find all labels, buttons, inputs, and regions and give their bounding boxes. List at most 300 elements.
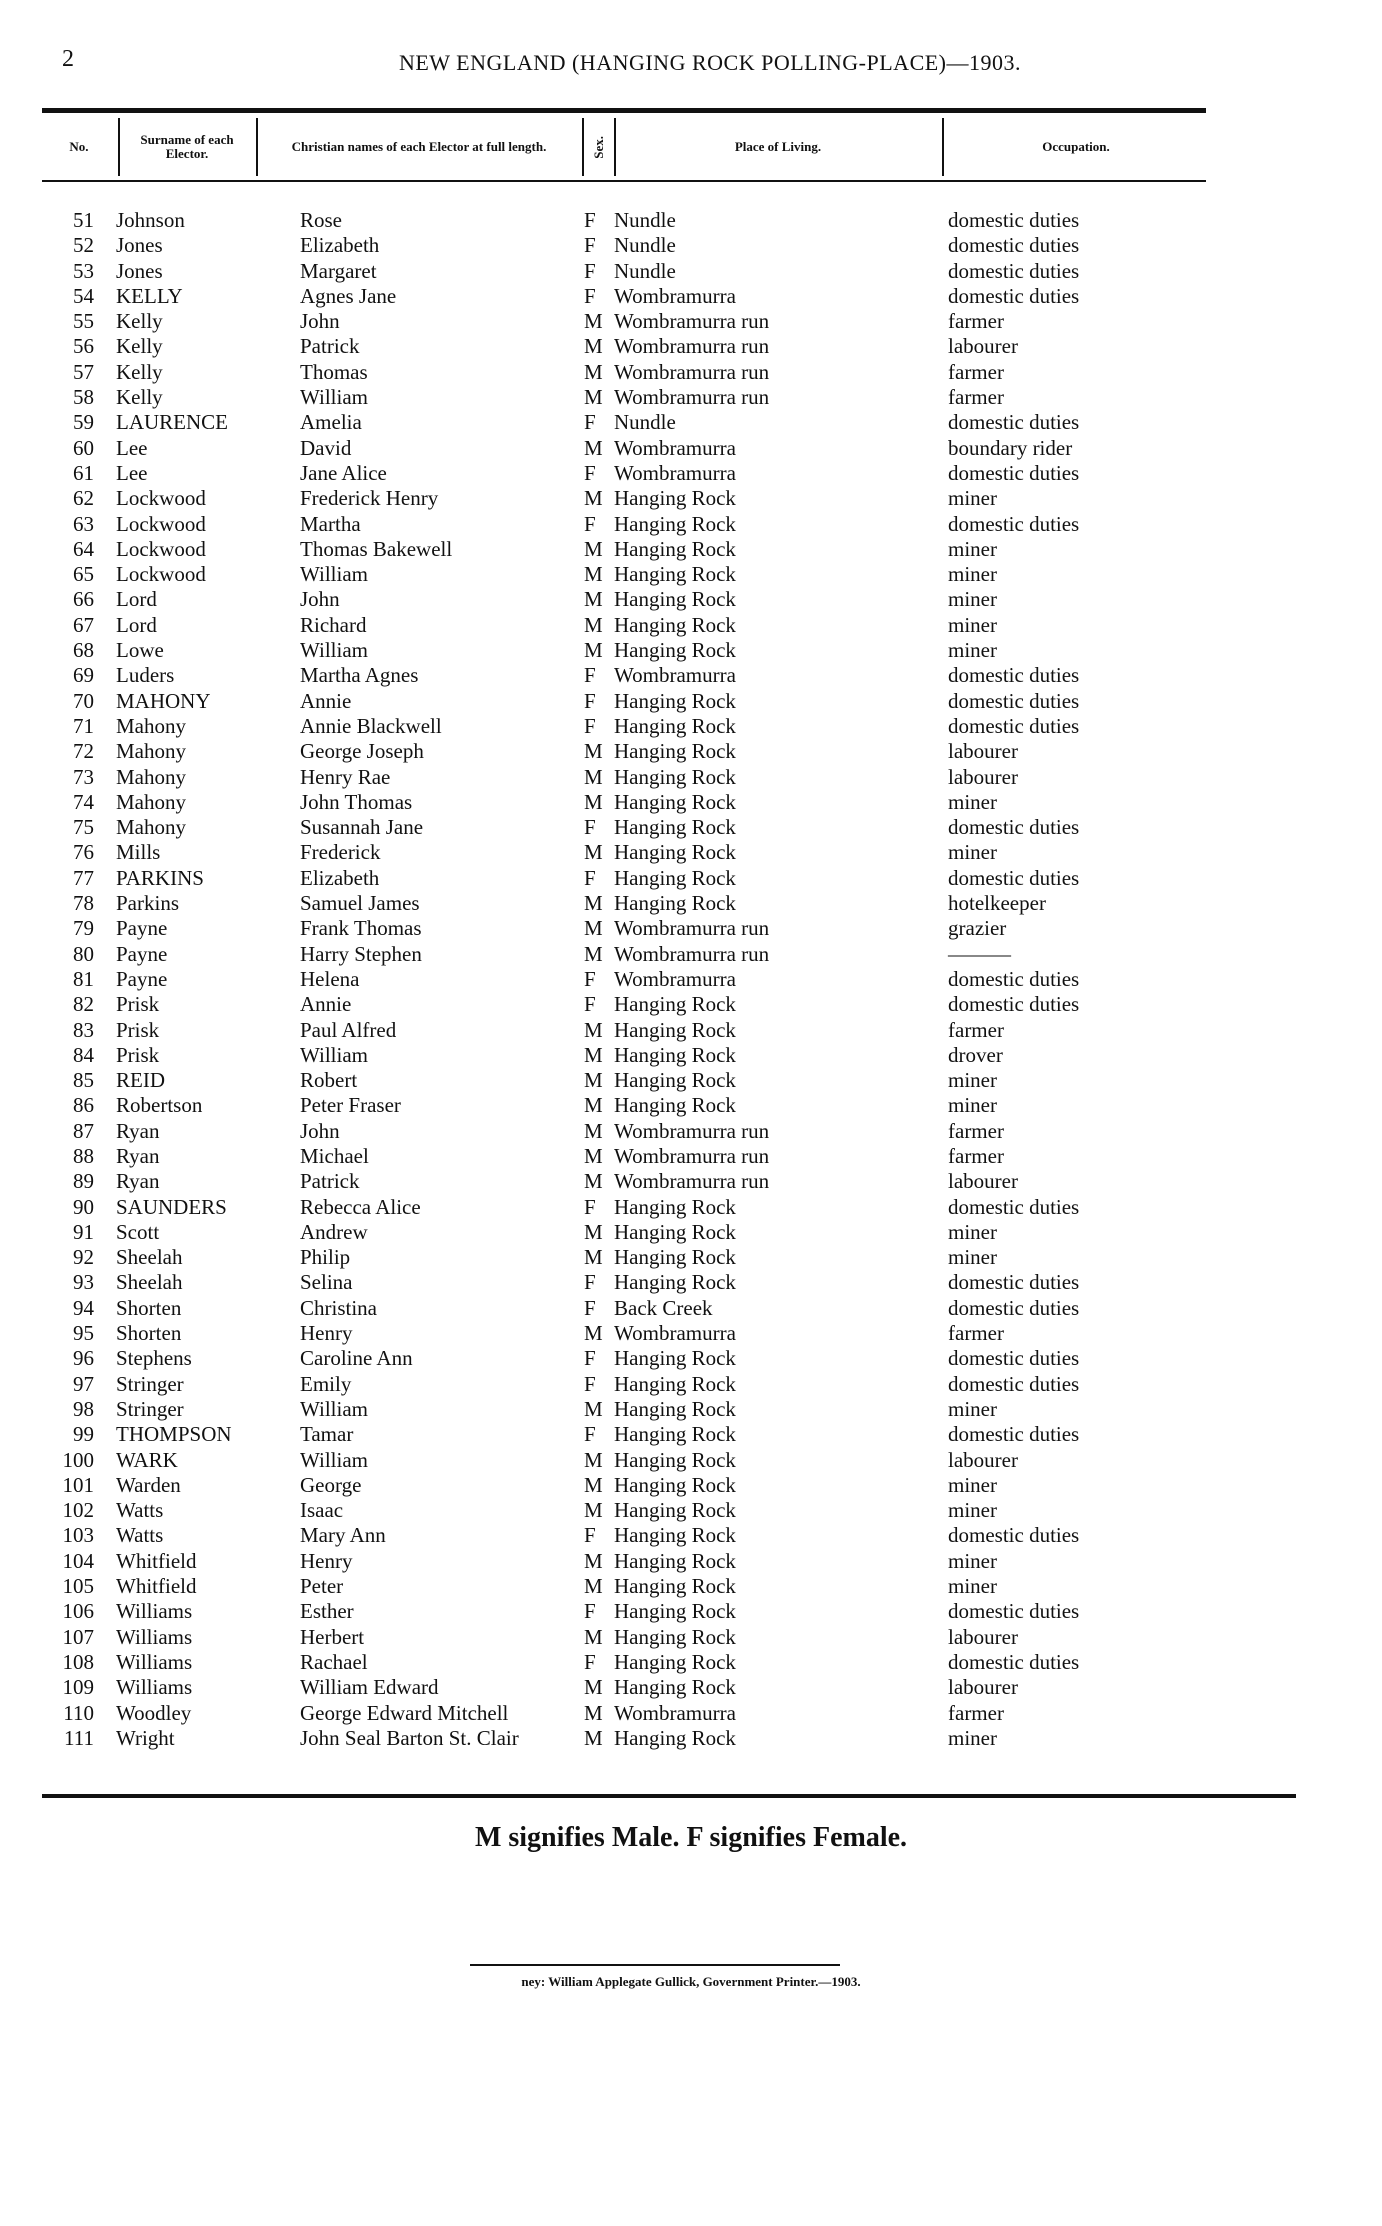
elector-christian-names: Herbert — [300, 1624, 365, 1649]
elector-christian-names: Philip — [300, 1245, 351, 1270]
elector-sex: M — [584, 916, 603, 941]
elector-place-of-living: Wombramurra run — [614, 1169, 770, 1194]
elector-number: 52 — [73, 233, 94, 258]
elector-occupation: farmer — [948, 1017, 1004, 1042]
elector-number: 95 — [73, 1321, 94, 1346]
elector-row — [42, 1523, 1206, 1548]
elector-row — [42, 410, 1206, 435]
elector-place-of-living: Hanging Rock — [614, 789, 736, 814]
elector-christian-names: William — [300, 385, 368, 410]
elector-row — [42, 1018, 1206, 1043]
elector-occupation: hotelkeeper — [948, 891, 1046, 916]
elector-christian-names: Christina — [300, 1295, 377, 1320]
elector-christian-names: Michael — [300, 1143, 369, 1168]
elector-row — [42, 259, 1206, 284]
elector-occupation: miner — [948, 1396, 997, 1421]
elector-surname: Wright — [116, 1725, 175, 1750]
elector-place-of-living: Hanging Rock — [614, 739, 736, 764]
elector-occupation: miner — [948, 840, 997, 865]
elector-sex: F — [584, 283, 596, 308]
elector-surname: Stringer — [116, 1396, 184, 1421]
elector-number: 68 — [73, 638, 94, 663]
elector-place-of-living: Nundle — [614, 208, 676, 232]
elector-place-of-living: Hanging Rock — [614, 1675, 736, 1700]
elector-sex: F — [584, 815, 596, 840]
elector-row — [42, 866, 1206, 891]
elector-occupation: domestic duties — [948, 713, 1080, 738]
elector-row — [42, 1498, 1206, 1523]
elector-christian-names: Peter Fraser — [300, 1093, 401, 1118]
elector-row — [42, 1650, 1206, 1675]
elector-number: 82 — [73, 992, 94, 1017]
elector-christian-names: William — [300, 1447, 368, 1472]
elector-christian-names: Margaret — [300, 258, 377, 283]
elector-row — [42, 537, 1206, 562]
elector-row — [42, 1549, 1206, 1574]
elector-number: 88 — [73, 1143, 94, 1168]
elector-number: 108 — [62, 1649, 94, 1674]
printer-rule — [470, 1964, 840, 1966]
elector-sex: F — [584, 966, 596, 991]
elector-row — [42, 1043, 1206, 1068]
elector-sex: M — [584, 1498, 603, 1523]
elector-occupation: miner — [948, 1498, 997, 1523]
elector-place-of-living: Hanging Rock — [614, 713, 736, 738]
elector-christian-names: Rebecca Alice — [300, 1194, 421, 1219]
elector-place-of-living: Wombramurra run — [614, 1118, 770, 1143]
elector-surname: Warden — [116, 1472, 181, 1497]
elector-sex: M — [584, 334, 603, 359]
elector-surname: Mills — [116, 840, 161, 865]
elector-row — [42, 1726, 1206, 1751]
elector-row — [42, 1599, 1206, 1624]
elector-sex: F — [584, 1270, 596, 1295]
elector-christian-names: Annie — [300, 992, 352, 1017]
elector-christian-names: Harry Stephen — [300, 941, 422, 966]
elector-occupation: miner — [948, 562, 997, 587]
elector-place-of-living: Wombramurra run — [614, 309, 770, 334]
elector-surname: Williams — [116, 1599, 193, 1624]
elector-surname: Payne — [116, 916, 168, 941]
elector-sex: M — [584, 764, 603, 789]
elector-place-of-living: Wombramurra run — [614, 359, 770, 384]
elector-number: 51 — [73, 208, 94, 232]
elector-row — [42, 1346, 1206, 1371]
column-header-surname: Surname of each Elector. — [140, 132, 234, 161]
elector-christian-names: John Seal Barton St. Clair — [300, 1725, 519, 1750]
elector-row — [42, 891, 1206, 916]
elector-christian-names: Samuel James — [300, 891, 420, 916]
elector-row — [42, 840, 1206, 865]
elector-occupation: miner — [948, 1245, 997, 1270]
elector-surname: Williams — [116, 1624, 193, 1649]
elector-row — [42, 942, 1206, 967]
elector-occupation: domestic duties — [948, 1371, 1080, 1396]
elector-christian-names: Patrick — [300, 1169, 360, 1194]
elector-sex: M — [584, 1725, 603, 1750]
column-header-sex: Sex. — [591, 135, 606, 159]
elector-place-of-living: Hanging Rock — [614, 1346, 736, 1371]
elector-sex: F — [584, 713, 596, 738]
elector-surname: Lockwood — [116, 562, 206, 587]
elector-number: 93 — [73, 1270, 94, 1295]
elector-occupation: miner — [948, 486, 997, 511]
elector-place-of-living: Hanging Rock — [614, 1194, 736, 1219]
elector-sex: M — [584, 1042, 603, 1067]
elector-christian-names: George Joseph — [300, 739, 424, 764]
elector-occupation: labourer — [948, 1624, 1018, 1649]
elector-sex: F — [584, 1194, 596, 1219]
elector-number: 78 — [73, 891, 94, 916]
elector-occupation: domestic duties — [948, 992, 1080, 1017]
elector-christian-names: Patrick — [300, 334, 360, 359]
elector-place-of-living: Hanging Rock — [614, 1472, 736, 1497]
elector-number: 103 — [62, 1523, 94, 1548]
elector-occupation: miner — [948, 1472, 997, 1497]
elector-place-of-living: Hanging Rock — [614, 536, 736, 561]
elector-surname: SAUNDERS — [116, 1194, 227, 1219]
elector-place-of-living: Wombramurra — [614, 663, 736, 688]
elector-surname: Lee — [116, 460, 148, 485]
elector-christian-names: William — [300, 562, 368, 587]
elector-christian-names: Susannah Jane — [300, 815, 424, 840]
elector-sex: M — [584, 1624, 603, 1649]
elector-row — [42, 512, 1206, 537]
elector-christian-names: Caroline Ann — [300, 1346, 413, 1371]
elector-row — [42, 916, 1206, 941]
elector-row — [42, 1068, 1206, 1093]
column-header-row — [42, 116, 1206, 178]
elector-number: 94 — [73, 1295, 94, 1320]
elector-row — [42, 739, 1206, 764]
elector-number: 104 — [62, 1548, 94, 1573]
elector-row — [42, 1119, 1206, 1144]
elector-christian-names: George Edward Mitchell — [300, 1700, 509, 1725]
elector-occupation: labourer — [948, 1169, 1018, 1194]
elector-place-of-living: Hanging Rock — [614, 612, 736, 637]
elector-surname: Lockwood — [116, 511, 206, 536]
elector-sex: M — [584, 1169, 603, 1194]
elector-surname: Kelly — [116, 385, 163, 410]
elector-christian-names: Thomas Bakewell — [300, 536, 453, 561]
elector-christian-names: Frederick — [300, 840, 381, 865]
elector-row — [42, 663, 1206, 688]
elector-sex: F — [584, 688, 596, 713]
elector-sex: F — [584, 992, 596, 1017]
elector-christian-names: William Edward — [300, 1675, 439, 1700]
column-divider — [614, 118, 616, 176]
elector-number: 79 — [73, 916, 94, 941]
elector-christian-names: Martha — [300, 511, 361, 536]
elector-occupation: domestic duties — [948, 663, 1080, 688]
elector-christian-names: Emily — [300, 1371, 352, 1396]
elector-row — [42, 967, 1206, 992]
elector-number: 107 — [62, 1624, 94, 1649]
elector-sex: M — [584, 739, 603, 764]
elector-row — [42, 1321, 1206, 1346]
elector-occupation: miner — [948, 638, 997, 663]
elector-row — [42, 815, 1206, 840]
elector-row — [42, 385, 1206, 410]
elector-number: 100 — [62, 1447, 94, 1472]
elector-number: 89 — [73, 1169, 94, 1194]
elector-number: 64 — [73, 536, 94, 561]
elector-christian-names: John — [300, 309, 340, 334]
elector-number: 106 — [62, 1599, 94, 1624]
elector-row — [42, 613, 1206, 638]
elector-place-of-living: Hanging Rock — [614, 1725, 736, 1750]
elector-surname: Prisk — [116, 1042, 160, 1067]
elector-surname: Mahony — [116, 764, 186, 789]
elector-number: 83 — [73, 1017, 94, 1042]
elector-sex: M — [584, 891, 603, 916]
elector-sex: M — [584, 1574, 603, 1599]
elector-sex: M — [584, 1068, 603, 1093]
elector-sex: M — [584, 1321, 603, 1346]
elector-surname: Shorten — [116, 1321, 182, 1346]
column-header-place: Place of Living. — [734, 139, 822, 154]
elector-place-of-living: Nundle — [614, 258, 676, 283]
elector-occupation: domestic duties — [948, 865, 1080, 890]
elector-place-of-living: Wombramurra run — [614, 334, 770, 359]
elector-number: 85 — [73, 1068, 94, 1093]
elector-christian-names: Paul Alfred — [300, 1017, 397, 1042]
elector-row — [42, 689, 1206, 714]
elector-christian-names: Henry — [300, 1321, 353, 1346]
elector-surname: Robertson — [116, 1093, 203, 1118]
elector-surname: Luders — [116, 663, 175, 688]
elector-sex: M — [584, 1396, 603, 1421]
elector-surname: Johnson — [116, 208, 185, 232]
elector-occupation: labourer — [948, 1675, 1018, 1700]
elector-row — [42, 587, 1206, 612]
elector-sex: F — [584, 1523, 596, 1548]
elector-place-of-living: Wombramurra — [614, 1700, 736, 1725]
elector-row — [42, 1195, 1206, 1220]
elector-place-of-living: Hanging Rock — [614, 1017, 736, 1042]
elector-occupation: domestic duties — [948, 1599, 1080, 1624]
elector-christian-names: Isaac — [300, 1498, 344, 1523]
elector-christian-names: Agnes Jane — [300, 283, 397, 308]
elector-place-of-living: Hanging Rock — [614, 815, 736, 840]
elector-place-of-living: Wombramurra — [614, 1321, 736, 1346]
elector-row — [42, 1093, 1206, 1118]
elector-row — [42, 1220, 1206, 1245]
elector-surname: Payne — [116, 941, 168, 966]
elector-row — [42, 1574, 1206, 1599]
elector-place-of-living: Hanging Rock — [614, 992, 736, 1017]
elector-place-of-living: Hanging Rock — [614, 1649, 736, 1674]
elector-sex: F — [584, 208, 596, 232]
elector-sex: M — [584, 1472, 603, 1497]
elector-place-of-living: Hanging Rock — [614, 891, 736, 916]
elector-surname: Prisk — [116, 1017, 160, 1042]
elector-row — [42, 765, 1206, 790]
elector-place-of-living: Wombramurra run — [614, 941, 770, 966]
elector-place-of-living: Hanging Rock — [614, 1548, 736, 1573]
elector-sex: F — [584, 258, 596, 283]
elector-place-of-living: Hanging Rock — [614, 1396, 736, 1421]
elector-number: 98 — [73, 1396, 94, 1421]
elector-sex: M — [584, 789, 603, 814]
elector-row — [42, 360, 1206, 385]
elector-sex: F — [584, 1649, 596, 1674]
elector-occupation: domestic duties — [948, 1270, 1080, 1295]
column-header-christian-names: Christian names of each Elector at full length. — [291, 139, 547, 154]
elector-surname: REID — [116, 1068, 165, 1093]
elector-sex: M — [584, 840, 603, 865]
elector-surname: Watts — [116, 1498, 164, 1523]
elector-row — [42, 1397, 1206, 1422]
elector-number: 55 — [73, 309, 94, 334]
printer-imprint: ney: William Applegate Gullick, Government Printer.—1903. — [521, 1974, 861, 1989]
elector-surname: Williams — [116, 1675, 193, 1700]
elector-christian-names: Richard — [300, 612, 367, 637]
column-divider — [256, 118, 258, 176]
elector-number: 86 — [73, 1093, 94, 1118]
elector-christian-names: Annie Blackwell — [300, 713, 442, 738]
elector-number: 84 — [73, 1042, 94, 1067]
elector-christian-names: Frederick Henry — [300, 486, 439, 511]
elector-christian-names: Peter — [300, 1574, 344, 1599]
elector-place-of-living: Nundle — [614, 410, 676, 435]
elector-number: 56 — [73, 334, 94, 359]
elector-row — [42, 208, 1206, 233]
sex-legend: M signifies Male. F signifies Female. — [474, 1822, 908, 1853]
elector-surname: Stephens — [116, 1346, 192, 1371]
elector-surname: Williams — [116, 1649, 193, 1674]
elector-number: 59 — [73, 410, 94, 435]
elector-number: 96 — [73, 1346, 94, 1371]
elector-number: 81 — [73, 966, 94, 991]
elector-christian-names: Amelia — [300, 410, 362, 435]
elector-christian-names: Henry Rae — [300, 764, 391, 789]
elector-occupation: labourer — [948, 334, 1018, 359]
elector-occupation: miner — [948, 1219, 997, 1244]
elector-place-of-living: Hanging Rock — [614, 1245, 736, 1270]
elector-occupation: domestic duties — [948, 233, 1080, 258]
elector-sex: M — [584, 435, 603, 460]
elector-sex: F — [584, 865, 596, 890]
elector-occupation: miner — [948, 587, 997, 612]
elector-christian-names: Frank Thomas — [300, 916, 422, 941]
elector-place-of-living: Hanging Rock — [614, 1270, 736, 1295]
elector-occupation: domestic duties — [948, 966, 1080, 991]
elector-number: 91 — [73, 1219, 94, 1244]
elector-surname: Ryan — [116, 1143, 160, 1168]
elector-place-of-living: Hanging Rock — [614, 840, 736, 865]
elector-row — [42, 1144, 1206, 1169]
elector-row — [42, 1372, 1206, 1397]
elector-christian-names: William — [300, 1042, 368, 1067]
elector-surname: Mahony — [116, 713, 186, 738]
elector-place-of-living: Hanging Rock — [614, 1042, 736, 1067]
elector-surname: LAURENCE — [116, 410, 228, 435]
elector-number: 70 — [73, 688, 94, 713]
elector-occupation: labourer — [948, 1447, 1018, 1472]
elector-row — [42, 334, 1206, 359]
elector-surname: Mahony — [116, 815, 186, 840]
elector-surname: Lockwood — [116, 536, 206, 561]
elector-number: 73 — [73, 764, 94, 789]
elector-row — [42, 284, 1206, 309]
elector-surname: Lee — [116, 435, 148, 460]
elector-place-of-living: Wombramurra run — [614, 916, 770, 941]
elector-christian-names: John — [300, 1118, 340, 1143]
elector-number: 71 — [73, 713, 94, 738]
elector-sex: M — [584, 1017, 603, 1042]
elector-surname: WARK — [116, 1447, 178, 1472]
elector-occupation: labourer — [948, 739, 1018, 764]
elector-occupation: farmer — [948, 1118, 1004, 1143]
elector-place-of-living: Wombramurra — [614, 460, 736, 485]
elector-sex: M — [584, 1700, 603, 1725]
elector-place-of-living: Hanging Rock — [614, 764, 736, 789]
elector-place-of-living: Hanging Rock — [614, 1599, 736, 1624]
elector-surname: Lord — [116, 587, 157, 612]
elector-sex: M — [584, 1245, 603, 1270]
page-number: 2 — [62, 46, 74, 72]
elector-occupation: labourer — [948, 764, 1018, 789]
elector-christian-names: Andrew — [300, 1219, 368, 1244]
elector-sex: M — [584, 1118, 603, 1143]
elector-surname: Kelly — [116, 334, 163, 359]
elector-sex: M — [584, 1548, 603, 1573]
elector-row — [42, 638, 1206, 663]
elector-surname: PARKINS — [116, 865, 204, 890]
elector-christian-names: Thomas — [300, 359, 368, 384]
elector-number: 54 — [73, 283, 94, 308]
elector-christian-names: George — [300, 1472, 362, 1497]
elector-number: 97 — [73, 1371, 94, 1396]
elector-christian-names: Tamar — [300, 1422, 354, 1447]
elector-sex: M — [584, 309, 603, 334]
elector-number: 57 — [73, 359, 94, 384]
elector-number: 60 — [73, 435, 94, 460]
elector-number: 110 — [63, 1700, 94, 1725]
elector-sex: F — [584, 1422, 596, 1447]
elector-surname: Payne — [116, 966, 168, 991]
elector-number: 80 — [73, 941, 94, 966]
elector-number: 90 — [73, 1194, 94, 1219]
elector-row — [42, 992, 1206, 1017]
elector-sex: F — [584, 1295, 596, 1320]
elector-row — [42, 1701, 1206, 1726]
elector-row — [42, 1625, 1206, 1650]
elector-occupation: farmer — [948, 309, 1004, 334]
elector-occupation: farmer — [948, 1321, 1004, 1346]
column-divider — [118, 118, 120, 176]
elector-surname: Scott — [116, 1219, 160, 1244]
elector-occupation: domestic duties — [948, 460, 1080, 485]
elector-number: 69 — [73, 663, 94, 688]
elector-surname: Sheelah — [116, 1245, 183, 1270]
elector-surname: Parkins — [116, 891, 179, 916]
elector-christian-names: Helena — [300, 966, 360, 991]
elector-surname: Lord — [116, 612, 157, 637]
elector-occupation: grazier — [948, 916, 1007, 941]
elector-occupation: domestic duties — [948, 511, 1080, 536]
elector-place-of-living: Hanging Rock — [614, 1574, 736, 1599]
elector-surname: Ryan — [116, 1169, 160, 1194]
elector-number: 105 — [62, 1574, 94, 1599]
elector-surname: Prisk — [116, 992, 160, 1017]
elector-row — [42, 714, 1206, 739]
elector-place-of-living: Hanging Rock — [614, 1498, 736, 1523]
column-divider — [942, 118, 944, 176]
elector-number: 66 — [73, 587, 94, 612]
elector-place-of-living: Hanging Rock — [614, 688, 736, 713]
